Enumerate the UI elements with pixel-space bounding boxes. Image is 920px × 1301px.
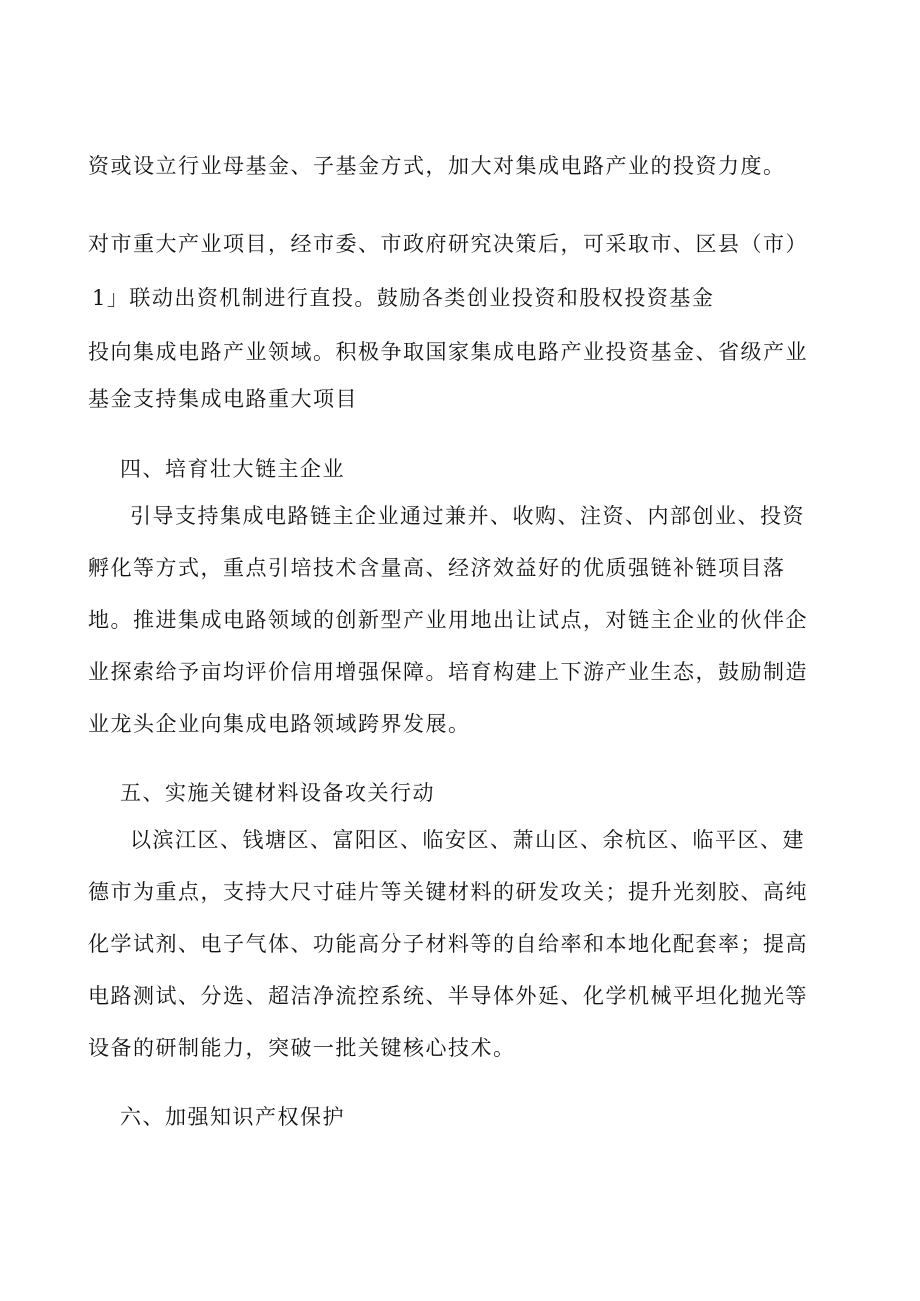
paragraph-line: 化学试剂、电子气体、功能高分子材料等的自给率和本地化配套率；提高 [88,932,808,956]
paragraph-line: 电路测试、分选、超洁净流控系统、半导体外延、化学机械平坦化抛光等 [88,984,808,1008]
paragraph-line: 对市重大产业项目，经市委、市政府研究决策后，可采取市、区县（市） [88,232,808,256]
paragraph-line: 引导支持集成电路链主企业通过兼并、收购、注资、内部创业、投资 [130,504,805,528]
paragraph-line: 以滨江区、钱塘区、富阳区、临安区、萧山区、余杭区、临平区、建 [130,828,805,852]
section-heading: 四、培育壮大链主企业 [120,457,345,481]
paragraph-line: 德市为重点，支持大尺寸硅片等关键材料的研发攻关；提升光刻胶、高纯 [88,880,808,904]
paragraph-line: 孵化等方式，重点引培技术含量高、经济效益好的优质强链补链项目落 [88,556,786,580]
section-heading: 六、加强知识产权保护 [120,1105,345,1129]
paragraph-line: 基金支持集成电路重大项目 [88,387,358,411]
paragraph-line: 投向集成电路产业领域。积极争取国家集成电路产业投资基金、省级产业 [88,340,808,364]
paragraph-line: 1」联动出资机制进行直投。鼓励各类创业投资和股权投资基金 [92,286,715,310]
paragraph-line: 资或设立行业母基金、子基金方式，加大对集成电路产业的投资力度。 [88,154,786,178]
paragraph-line: 业龙头企业向集成电路领域跨界发展。 [88,712,471,736]
section-heading: 五、实施关键材料设备攻关行动 [120,781,435,805]
paragraph-line: 业探索给予亩均评价信用增强保障。培育构建上下游产业生态，鼓励制造 [88,660,808,684]
paragraph-line: 地。推进集成电路领域的创新型产业用地出让试点，对链主企业的伙伴企 [88,608,808,632]
paragraph-line: 设备的研制能力，突破一批关键核心技术。 [88,1036,516,1060]
